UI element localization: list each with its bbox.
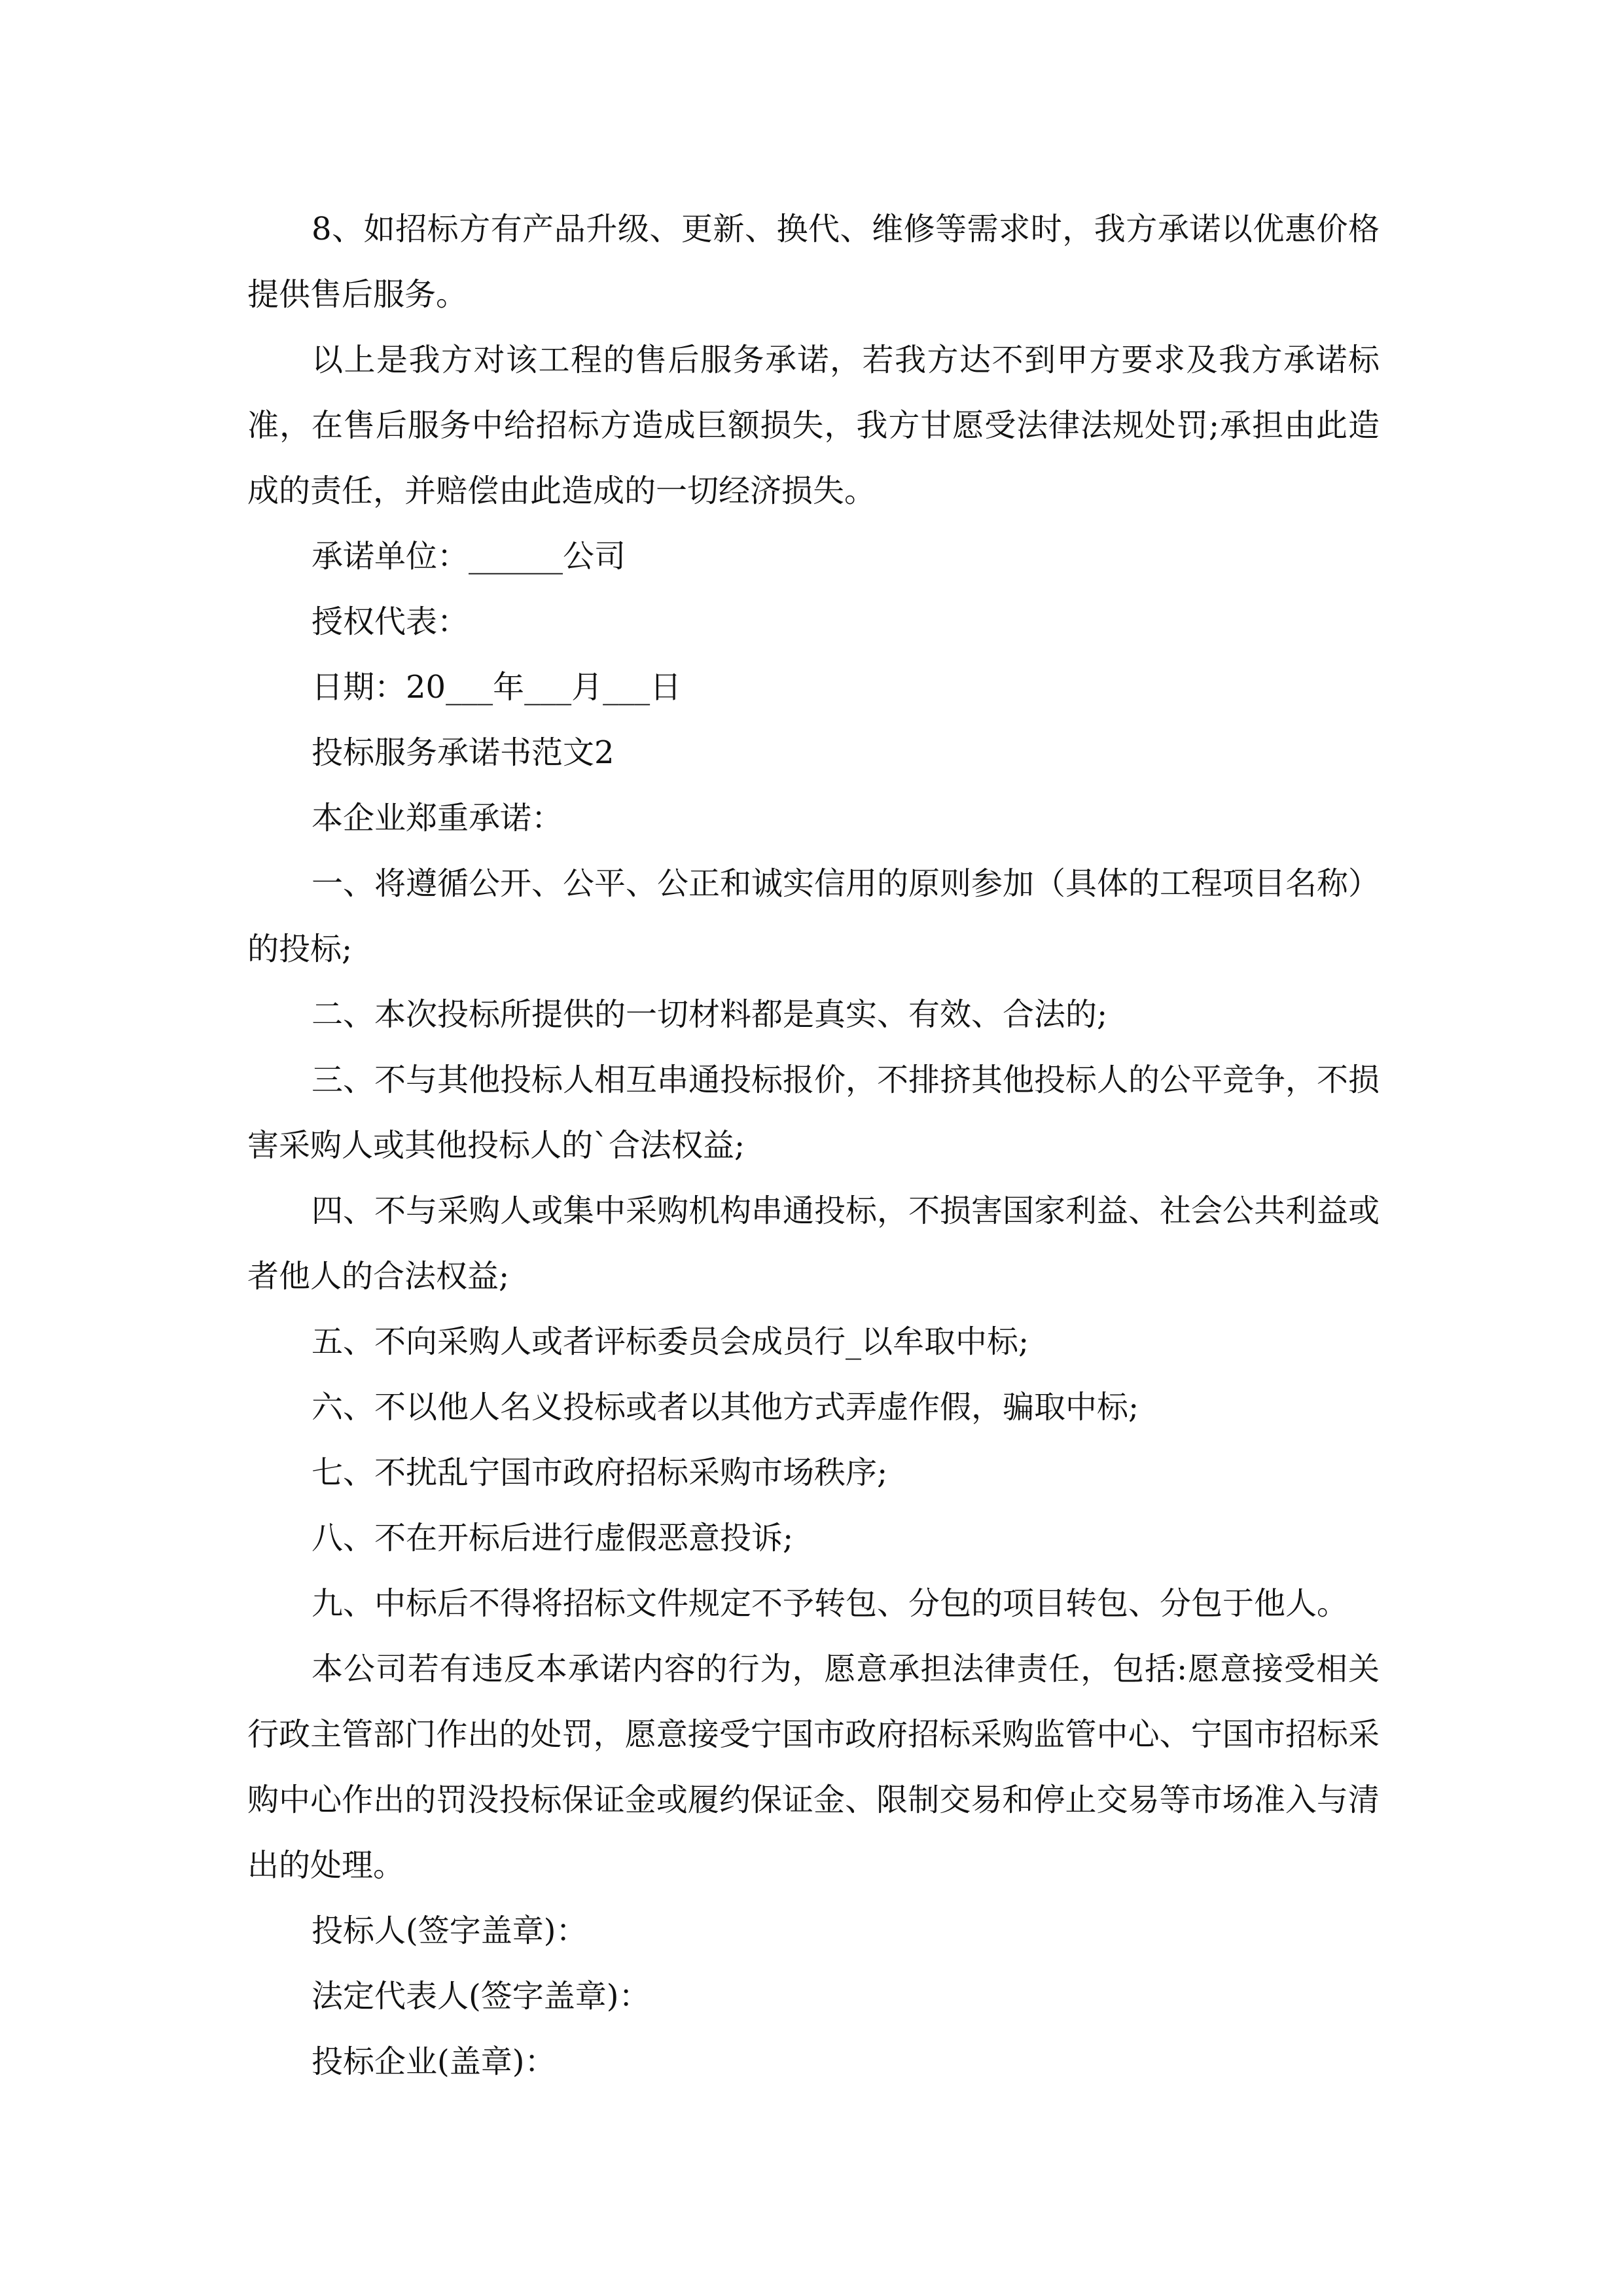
promise-unit-line: 承诺单位：______公司 — [312, 538, 626, 575]
authorized-rep-line: 授权代表： — [312, 603, 469, 640]
promise-item-9: 九、中标后不得将招标文件规定不予转包、分包的项目转包、分包于他人。 — [312, 1585, 1349, 1622]
promise-item-6: 六、不以他人名义投标或者以其他方式弄虚作假，骗取中标; — [312, 1389, 1139, 1426]
promise-item-5: 五、不向采购人或者评标委员会成员行_以牟取中标; — [312, 1323, 1029, 1360]
bidder-signature-line: 投标人(签字盖章)： — [312, 1912, 588, 1949]
promise-item-8: 八、不在开标后进行虚假恶意投诉; — [312, 1520, 794, 1556]
promise-item-3: 三、不与其他投标人相互串通投标报价，不排挤其他投标人的公平竞争，不损害采购人或其他投标人的`合法权益; — [247, 1062, 1380, 1164]
promise-item-7: 七、不扰乱宁国市政府招标采购市场秩序; — [312, 1454, 888, 1491]
section-title: 投标服务承诺书范文2 — [312, 734, 615, 771]
promise-item-2: 二、本次投标所提供的一切材料都是真实、有效、合法的; — [312, 996, 1108, 1033]
paragraph-clause-8: 8、如招标方有产品升级、更新、换代、维修等需求时，我方承诺以优惠价格提供售后服务。 — [247, 211, 1380, 313]
liability-paragraph: 本公司若有违反本承诺内容的行为，愿意承担法律责任，包括:愿意接受相关行政主管部门作出的处罚，愿意接受宁国市政府招标采购监管中心、宁国市招标采购中心作出的罚没投标保证金或履约保证金、限制交易和停止交易等市场准入与清出的处理。 — [247, 1651, 1380, 1884]
document-body — [247, 196, 1380, 2094]
bidding-company-seal-line: 投标企业(盖章)： — [312, 2043, 556, 2080]
date-line: 日期：20___年___月___日 — [312, 669, 682, 706]
promise-intro: 本企业郑重承诺： — [312, 800, 563, 836]
legal-rep-signature-line: 法定代表人(签字盖章)： — [312, 1978, 651, 2015]
paragraph-summary: 以上是我方对该工程的售后服务承诺，若我方达不到甲方要求及我方承诺标准，在售后服务中给招标方造成巨额损失，我方甘愿受法律法规处罚;承担由此造成的责任，并赔偿由此造成的一切经济损失。 — [247, 342, 1380, 509]
promise-item-1: 一、将遵循公开、公平、公正和诚实信用的原则参加（具体的工程项目名称）的投标; — [247, 865, 1380, 967]
promise-item-4: 四、不与采购人或集中采购机构串通投标，不损害国家利益、社会公共利益或者他人的合法权益; — [247, 1193, 1380, 1295]
